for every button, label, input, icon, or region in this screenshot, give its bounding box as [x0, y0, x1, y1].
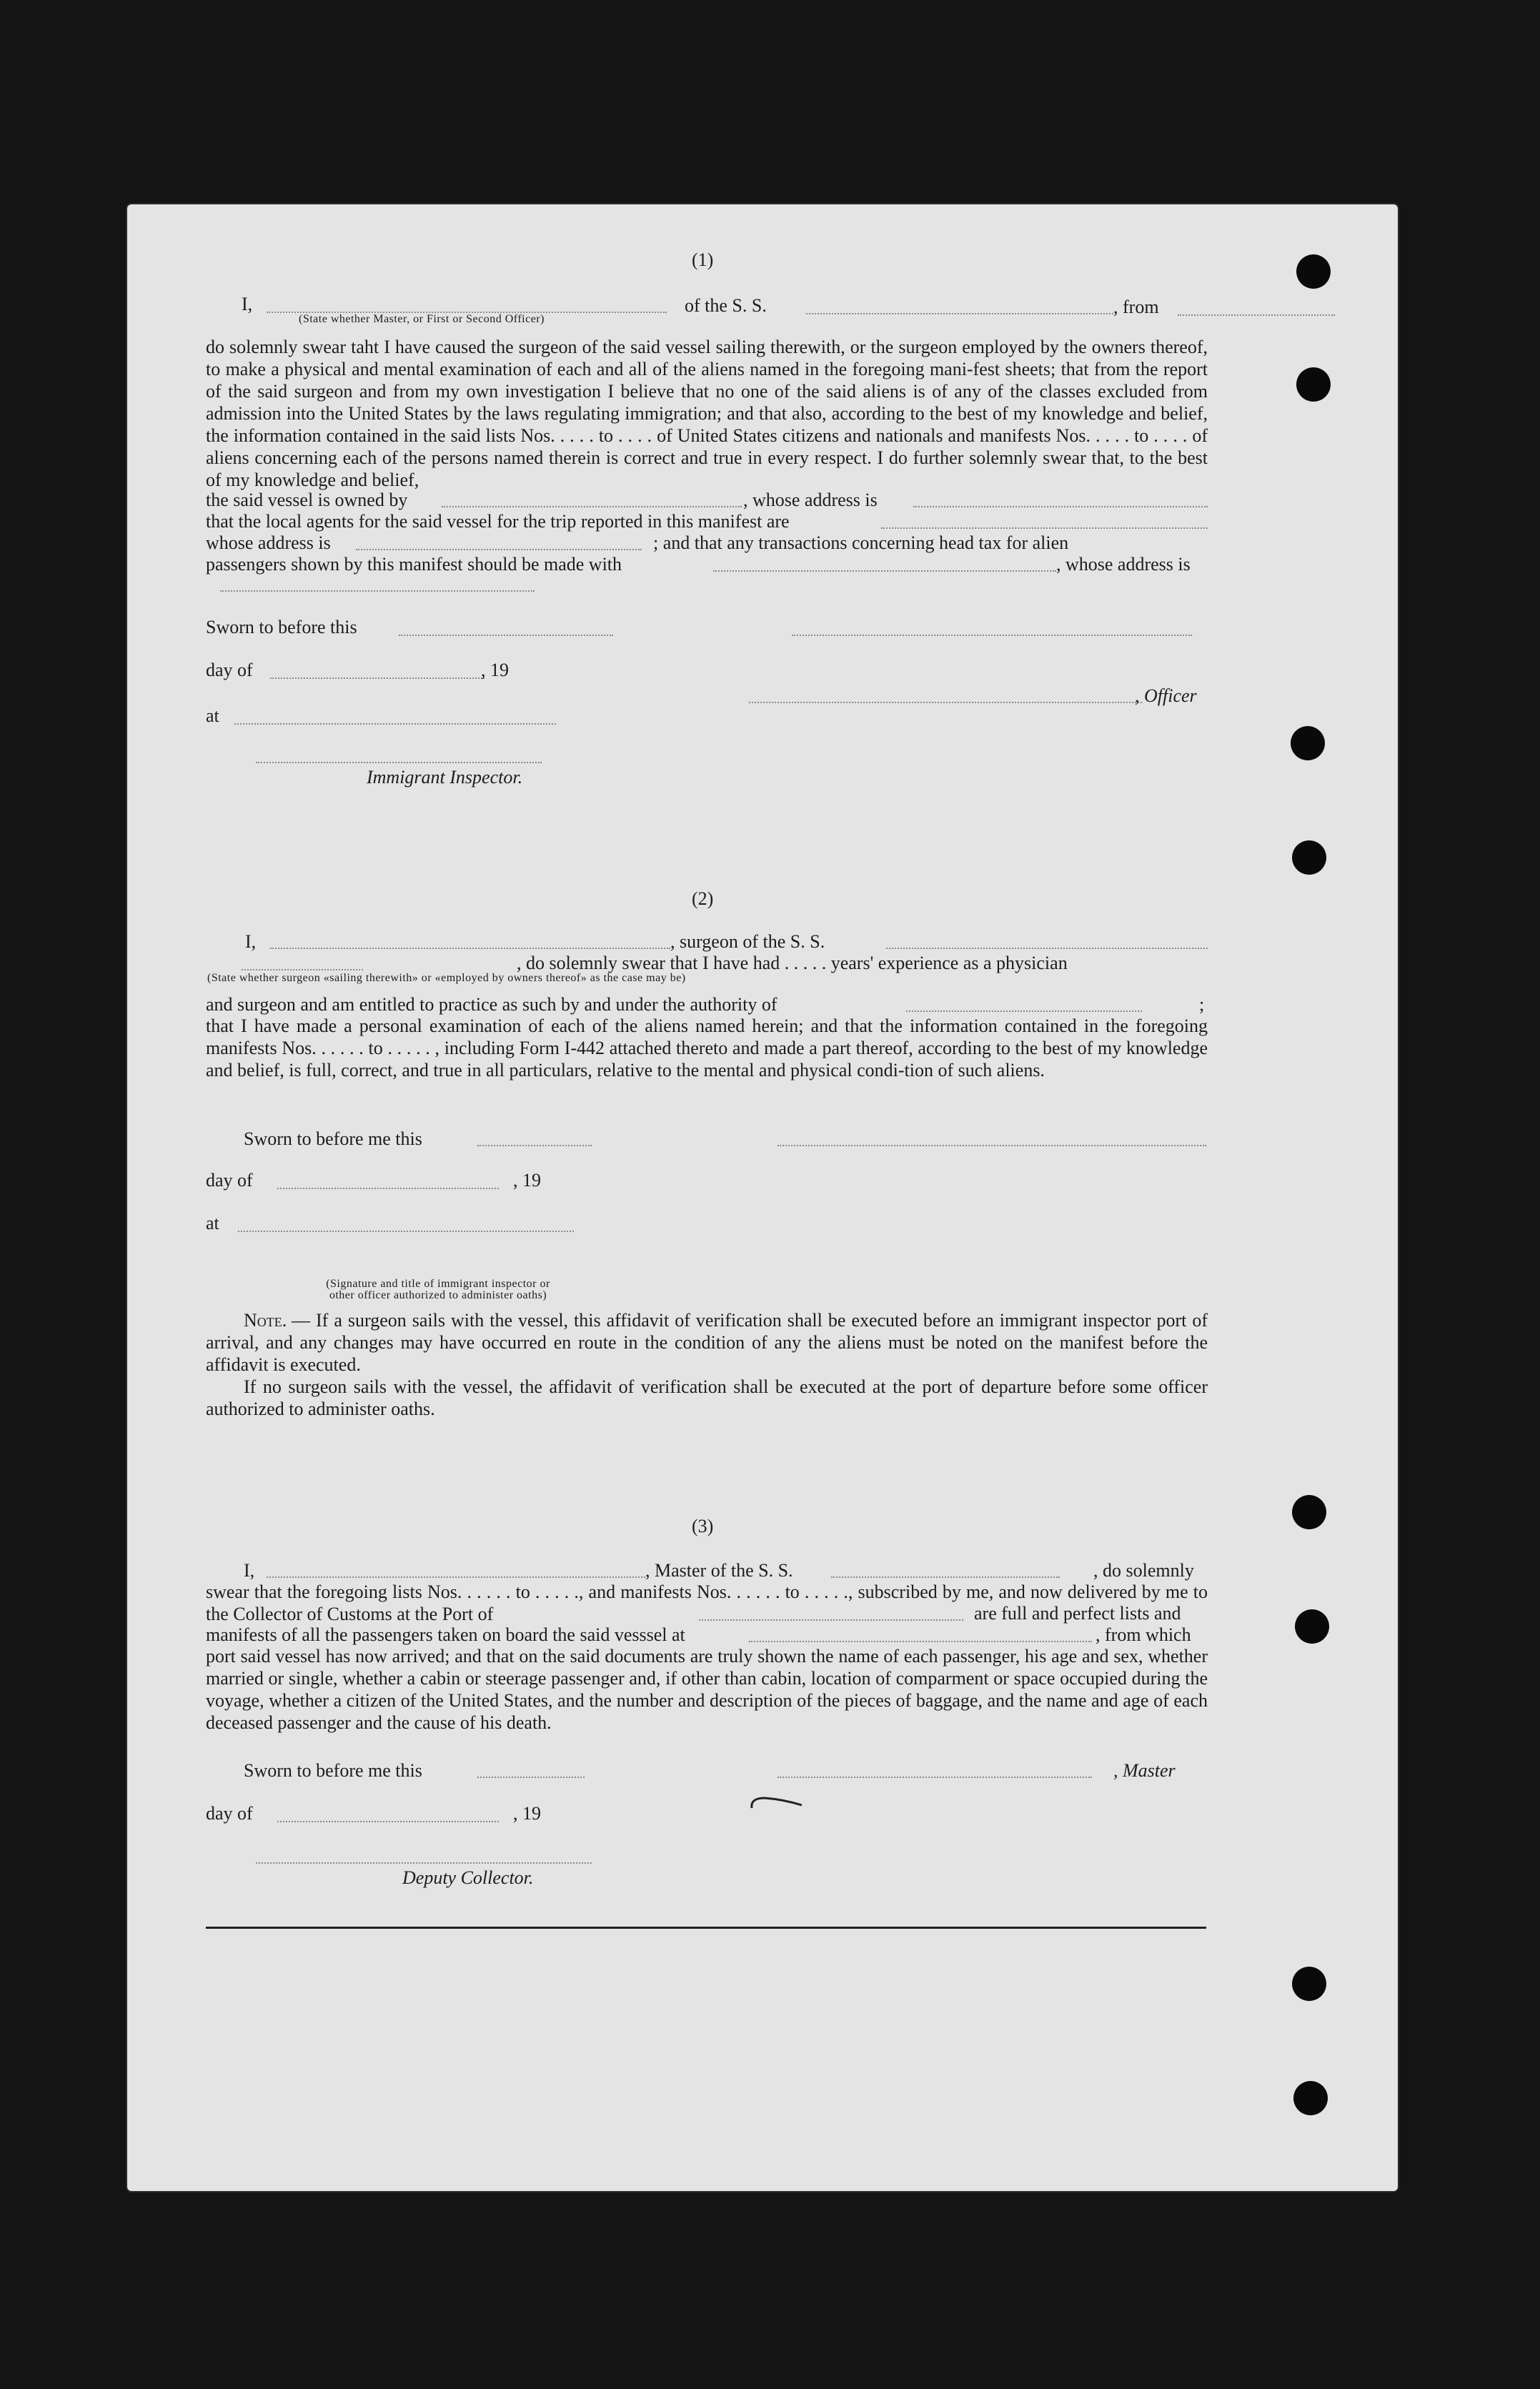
punch-hole-icon — [1296, 367, 1331, 402]
s2-signature-field[interactable] — [778, 1145, 1206, 1146]
s1-passengers-shown: passengers shown by this manifest should be made with — [206, 554, 622, 575]
pen-mark — [749, 1787, 806, 1815]
s1-year-prefix: , 19 — [481, 660, 509, 680]
s1-body: do solemnly swear taht I have caused the surgeon of the said vessel sailing therewith, or the surgeon employed by the owners thereof, to make a physical and mental examination of each and all of the aliens named in the foregoing mani-fest sheets; that from the report of the said surgeon and from my own investigation I believe that no one of the said aliens is of any of the classes excluded from admission into the United States by the laws regulating immigration; and that also, according to the best of my knowledge and belief, the information contained in the said lists Nos. . . . . to . . . . of United States citizens and nationals and manifests Nos. . . . . to . . . . of aliens concerning each of the persons named therein is correct and true in every respect. I do further solemnly swear that, to the best of my knowledge and belief, — [206, 337, 1208, 490]
s1-of-the-ss: of the S. S. — [685, 295, 767, 316]
s3-deputy-label: Deputy Collector. — [402, 1867, 534, 1888]
s3-master-name-field[interactable] — [267, 1576, 645, 1578]
s2-authority: and surgeon and am entitled to practice as such by and under the authority of — [206, 994, 778, 1015]
s1-inspector-label: Immigrant Inspector. — [367, 767, 523, 788]
s3-port-field[interactable] — [699, 1619, 963, 1621]
s3-year-prefix: , 19 — [513, 1803, 541, 1824]
manifest-page — [127, 204, 1398, 2191]
s1-from-field[interactable] — [1178, 314, 1335, 316]
s3-manifests-line: manifests of all the passengers taken on board the said vesssel at — [206, 1624, 685, 1645]
s3-i-label: I, — [244, 1560, 255, 1581]
s3-body: swear that the foregoing lists Nos. . . . . . to . . . . ., and manifests Nos. . . . . . to . . . . ., subscribed by me, and now delivered by me to the Collector of Customs at the Port of — [206, 1581, 1208, 1624]
s2-at: at — [206, 1213, 219, 1233]
s1-whose-address-2: whose address is — [206, 532, 331, 553]
s2-i-label: I, — [245, 931, 257, 952]
s3-master-label: , Master — [1113, 1760, 1176, 1781]
s1-from: , from — [1113, 297, 1159, 317]
punch-hole-icon — [1293, 2081, 1328, 2115]
s1-agents-field[interactable] — [881, 527, 1208, 529]
s1-day-of: day of — [206, 660, 253, 680]
punch-hole-icon — [1292, 840, 1326, 875]
s3-full-perfect: are full and perfect lists and — [974, 1603, 1181, 1624]
s2-sworn-field[interactable] — [477, 1145, 592, 1146]
s1-at-field[interactable] — [234, 723, 556, 725]
s1-owner-field[interactable] — [442, 506, 742, 507]
s2-signature-hint-2: other officer authorized to administer oaths) — [329, 1289, 547, 1301]
s1-ship-field[interactable] — [806, 313, 1113, 314]
s2-surgeon-name-field[interactable] — [270, 948, 670, 949]
s3-sworn: Sworn to before me this — [244, 1760, 422, 1781]
s1-head-tax-party-field[interactable] — [713, 570, 1056, 572]
s1-officer-label: , Officer — [1135, 685, 1197, 706]
s2-body: that I have made a personal examination of each of the aliens named herein; and that the information contained in the foregoing manifests Nos. . . . . . to . . . . . , including Form I-442 attached thereto and made a part thereof, according to the best of my knowledge and belief, is full, correct, and true in all particulars, relative to the mental and physical condi-tion of such aliens. — [206, 1015, 1208, 1081]
s2-year-prefix: , 19 — [513, 1170, 541, 1191]
punch-hole-icon — [1291, 726, 1325, 760]
s2-note-body: — If a surgeon sails with the vessel, this affidavit of verification shall be executed before an immigrant inspector port of arrival, and any changes may have occurred en route in the condition of any the aliens must be noted on the manifest before the affidavit is executed. — [206, 1310, 1208, 1375]
s3-deputy-field[interactable] — [256, 1862, 592, 1864]
s1-sworn-field[interactable] — [399, 635, 613, 636]
punch-hole-icon — [1292, 1967, 1326, 2001]
s2-sworn: Sworn to before me this — [244, 1128, 422, 1149]
s1-local-agents: that the local agents for the said vessel for the trip reported in this manifest are — [206, 511, 790, 532]
s2-note-label: Note. — [244, 1310, 287, 1331]
s3-from-which: , from which — [1096, 1624, 1191, 1645]
s3-origin-port-field[interactable] — [749, 1641, 1092, 1642]
punch-hole-icon — [1295, 1609, 1329, 1644]
s2-surgeon-of: , surgeon of the S. S. — [670, 931, 825, 952]
s3-signature-field[interactable] — [778, 1777, 1092, 1778]
s1-at: at — [206, 705, 219, 726]
s1-agents-address-field[interactable] — [356, 549, 642, 550]
s2-role-hint: (State whether surgeon «sailing therewith» or «employed by owners thereof» as the case may be) — [207, 972, 686, 984]
s2-day-field[interactable] — [277, 1188, 499, 1189]
s2-at-field[interactable] — [238, 1231, 574, 1232]
s2-ship-field[interactable] — [886, 948, 1208, 949]
s3-do-solemnly: , do solemnly — [1093, 1560, 1194, 1581]
s2-signature-hint-1: (Signature and title of immigrant inspector or — [326, 1278, 550, 1290]
s1-party-address-field[interactable] — [220, 590, 535, 592]
s3-day-of: day of — [206, 1803, 253, 1824]
section-2-number: (2) — [692, 888, 714, 909]
s2-note-body-2: If no surgeon sails with the vessel, the affidavit of verification shall be executed at the port of departure before some officer authorized to administer oaths. — [206, 1376, 1208, 1419]
s1-sworn: Sworn to before this — [206, 617, 357, 637]
s2-role-field[interactable] — [242, 969, 363, 970]
s1-role-hint: (State whether Master, or First or Second Officer) — [299, 313, 545, 325]
bottom-rule — [206, 1927, 1206, 1929]
s1-inspector-field[interactable] — [256, 762, 542, 763]
s1-owner-address-field[interactable] — [913, 506, 1208, 507]
s2-semicolon: ; — [1199, 994, 1205, 1015]
punch-hole-icon — [1296, 254, 1331, 289]
s1-officer-field[interactable] — [749, 702, 1142, 703]
s3-day-field[interactable] — [277, 1821, 499, 1822]
s1-owned-by: the said vessel is owned by — [206, 490, 408, 510]
s2-swear-line: , do solemnly swear that I have had . . . . . years' experience as a physician — [517, 953, 1068, 973]
s3-body-2: port said vessel has now arrived; and that on the said documents are truly shown the name of each passenger, his age and sex, whether married or single, whether a cabin or steerage passenger and, if other than cabin, location of comparment or space occupied during the voyage, whether a citizen of the United States, and the number and description of the pieces of baggage, and the name and age of each deceased passenger and the cause of his death. — [206, 1646, 1208, 1733]
s3-sworn-field[interactable] — [477, 1777, 585, 1778]
punch-hole-icon — [1292, 1495, 1326, 1529]
s2-day-of: day of — [206, 1170, 253, 1191]
s1-day-field[interactable] — [270, 677, 485, 679]
section-3-number: (3) — [692, 1516, 714, 1536]
s1-signature-field[interactable] — [792, 635, 1192, 636]
section-1-number: (1) — [692, 249, 714, 270]
s3-master-of: , Master of the S. S. — [645, 1560, 793, 1581]
s1-head-tax: ; and that any transactions concerning head tax for alien — [653, 532, 1069, 553]
s1-whose-address-1: , whose address is — [743, 490, 878, 510]
s2-authority-field[interactable] — [906, 1010, 1142, 1012]
s1-whose-address-3: , whose address is — [1056, 554, 1191, 575]
s3-ship-field[interactable] — [831, 1576, 1060, 1578]
s1-i-label: I, — [242, 294, 253, 314]
